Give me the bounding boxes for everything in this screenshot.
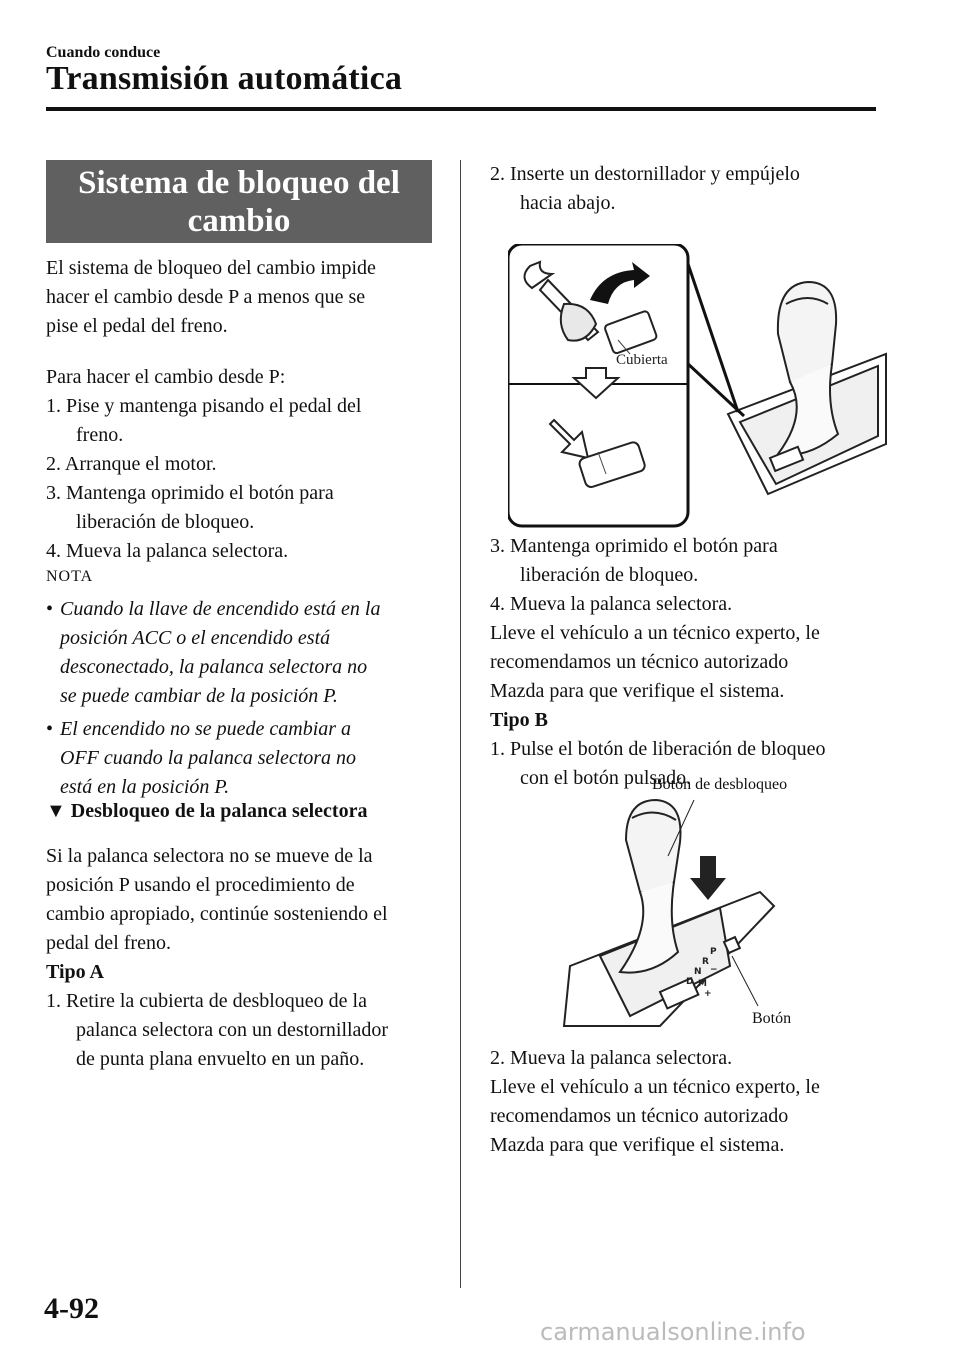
gear-label-r: R [702, 957, 709, 967]
section-heading-line1: Sistema de bloqueo del [78, 165, 400, 201]
list-item: 2. Mueva la palanca selectora. [490, 1047, 733, 1069]
procedure-lead: Para hacer el cambio desde P: [46, 366, 286, 388]
tipo-b-label: Tipo B [490, 709, 548, 731]
page-number: 4-92 [44, 1292, 99, 1325]
notes [46, 595, 446, 802]
note-item: • El encendido no se puede cambiar a OFF cuando la palanca selectora no está en la posición P. [46, 715, 446, 802]
gear-label-d: D [686, 977, 694, 987]
chapter-title: Transmisión automática [46, 60, 403, 97]
subheading: ▼ Desbloqueo de la palanca selectora [46, 800, 368, 822]
list-item: 3. Mantenga oprimido el botón para liberación de bloqueo. [46, 482, 334, 533]
callout-cubierta: Cubierta [616, 352, 668, 368]
intro-line: El sistema de bloqueo del cambio impide [46, 257, 376, 279]
column-divider [460, 160, 461, 1288]
gear-label-n: N [694, 967, 702, 977]
intro-line: hacer el cambio desde P a menos que se [46, 286, 366, 308]
procedure [46, 363, 446, 566]
list-item: 4. Mueva la palanca selectora. [490, 593, 733, 615]
section-heading [46, 160, 432, 243]
steps-list [46, 392, 446, 566]
tipo-a-step2 [490, 160, 890, 218]
tipo-a-label: Tipo A [46, 961, 104, 983]
gear-label-m: M [698, 979, 707, 989]
gear-label-plus: + [704, 989, 712, 999]
gear-label-p: P [710, 947, 717, 957]
triangle-down-icon: ▼ [46, 800, 66, 822]
intro-paragraph [46, 254, 446, 341]
list-item: 1. Retire la cubierta de desbloqueo de la palanca selectora con un destornillador de punta plana envuelto en un paño. [46, 990, 389, 1070]
watermark: carmanualsonline.info [540, 1318, 806, 1346]
section-heading-line2: cambio [187, 203, 291, 239]
list-item: 4. Mueva la palanca selectora. [46, 540, 289, 562]
list-item: 3. Mantenga oprimido el botón para liberación de bloqueo. [490, 535, 778, 586]
bullet-icon: • [46, 718, 54, 740]
list-item: 1. Pise y mantenga pisando el pedal del freno. [46, 395, 362, 446]
list-item: 2. Inserte un destornillador y empújelo hacia abajo. [490, 163, 800, 214]
list-item: 2. Arranque el motor. [46, 453, 217, 475]
bullet-icon: • [46, 598, 54, 620]
header-rule [46, 107, 876, 111]
callout-boton: Botón [752, 1010, 792, 1027]
tipo-a-steps-3-4: 3. Mantenga oprimido el botón para liberación de bloqueo. 4. Mueva la palanca selectora. Lleve el vehículo a un técnico experto, le recomendamos un técnico autorizado Mazda para que verifique el sistema. Tipo B 1. Pulse el botón de liberación de bloqueo con el botón pulsado. [490, 532, 890, 793]
tipo-b-step2: 2. Mueva la palanca selectora. Lleve el vehículo a un técnico experto, le recomendamos un técnico autorizado Mazda para que verifique el sistema. [490, 1044, 890, 1160]
note-item: • Cuando la llave de encendido está en la posición ACC o el encendido está desconectado, la palanca selectora no se puede cambiar de la posición P. [46, 595, 446, 711]
release-cover-illustration [508, 244, 888, 528]
release-intro: Si la palanca selectora no se mueve de la posición P usando el procedimiento de cambio apropiado, continúe sosteniendo el pedal del freno. Tipo A 1. Retire la cubierta de desbloqueo de la palanca selectora con un destornillador de punta plana envuelto en un paño. [46, 842, 446, 1074]
gear-label-minus: − [710, 965, 718, 975]
callout-desbloqueo: Botón de desbloqueo [652, 776, 788, 793]
gear-shifter [728, 282, 886, 494]
shift-lock-button-illustration [560, 796, 790, 1030]
section-label: Cuando conduce [46, 44, 161, 61]
list-item: 1. Pulse el botón de liberación de bloqueo con el botón pulsado. [490, 738, 826, 789]
intro-line: pise el pedal del freno. [46, 315, 228, 337]
down-arrow-icon [690, 856, 726, 900]
nota-label: NOTA [46, 568, 94, 585]
